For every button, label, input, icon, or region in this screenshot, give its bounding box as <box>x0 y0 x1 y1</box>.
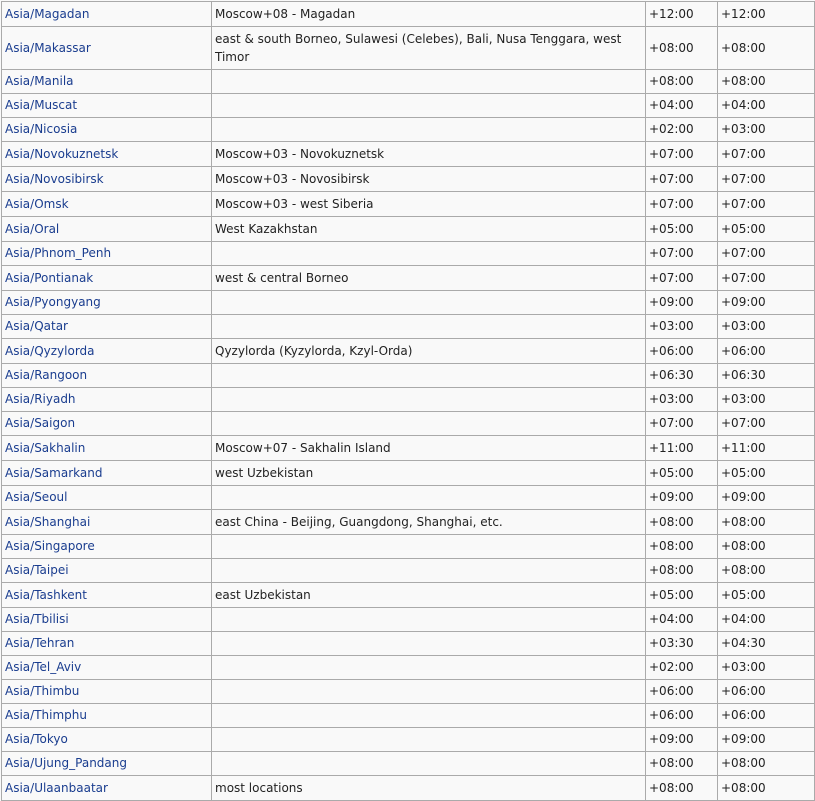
comment-cell <box>212 535 646 559</box>
utc-offset-cell: +06:00 <box>646 339 718 364</box>
table-row <box>2 27 815 70</box>
timezone-cell <box>2 339 212 364</box>
timezone-cell <box>2 142 212 167</box>
dst-offset-cell: +08:00 <box>718 752 815 776</box>
timezone-cell <box>2 291 212 315</box>
comment-cell <box>212 315 646 339</box>
table-row <box>2 142 815 167</box>
utc-offset-cell: +05:00 <box>646 583 718 608</box>
table-row <box>2 704 815 728</box>
table-row <box>2 535 815 559</box>
timezone-cell <box>2 412 212 436</box>
timezone-cell <box>2 2 212 27</box>
timezone-table-body <box>2 2 815 801</box>
table-row <box>2 776 815 801</box>
comment-cell <box>212 656 646 680</box>
timezone-cell <box>2 559 212 583</box>
comment-cell <box>212 728 646 752</box>
dst-offset-cell: +06:00 <box>718 339 815 364</box>
comment-cell: east Uzbekistan <box>212 583 646 608</box>
comment-cell <box>212 94 646 118</box>
dst-offset-cell: +07:00 <box>718 142 815 167</box>
dst-offset-cell: +07:00 <box>718 167 815 192</box>
dst-offset-cell: +07:00 <box>718 266 815 291</box>
timezone-cell <box>2 486 212 510</box>
timezone-cell <box>2 776 212 801</box>
table-row <box>2 315 815 339</box>
timezone-link[interactable]: Asia/Sakhalin <box>5 440 86 455</box>
comment-cell: west Uzbekistan <box>212 461 646 486</box>
dst-offset-cell: +03:00 <box>718 118 815 142</box>
timezone-link[interactable]: Asia/Shanghai <box>5 514 91 529</box>
timezone-link[interactable]: Asia/Tehran <box>5 636 75 650</box>
utc-offset-cell: +11:00 <box>646 436 718 461</box>
table-row <box>2 461 815 486</box>
timezone-link[interactable]: Asia/Pontianak <box>5 270 94 285</box>
timezone-cell <box>2 315 212 339</box>
dst-offset-cell: +07:00 <box>718 192 815 217</box>
comment-cell <box>212 608 646 632</box>
utc-offset-cell: +07:00 <box>646 192 718 217</box>
comment-cell <box>212 388 646 412</box>
timezone-link[interactable]: Asia/Makassar <box>5 40 91 55</box>
timezone-cell <box>2 217 212 242</box>
timezone-link[interactable]: Asia/Thimphu <box>5 708 87 722</box>
utc-offset-cell: +07:00 <box>646 167 718 192</box>
utc-offset-cell: +09:00 <box>646 486 718 510</box>
dst-offset-cell: +11:00 <box>718 436 815 461</box>
timezone-cell <box>2 461 212 486</box>
table-row <box>2 510 815 535</box>
timezone-cell <box>2 680 212 704</box>
timezone-link[interactable]: Asia/Pyongyang <box>5 295 101 309</box>
timezone-cell <box>2 632 212 656</box>
table-row <box>2 167 815 192</box>
table-row <box>2 2 815 27</box>
comment-cell: west & central Borneo <box>212 266 646 291</box>
table-row <box>2 70 815 94</box>
table-row <box>2 217 815 242</box>
utc-offset-cell: +07:00 <box>646 242 718 266</box>
comment-cell: Moscow+03 - Novokuznetsk <box>212 142 646 167</box>
comment-cell: Moscow+03 - Novosibirsk <box>212 167 646 192</box>
utc-offset-cell: +08:00 <box>646 70 718 94</box>
table-row <box>2 486 815 510</box>
dst-offset-cell: +08:00 <box>718 27 815 70</box>
dst-offset-cell: +03:00 <box>718 656 815 680</box>
table-row <box>2 291 815 315</box>
utc-offset-cell: +03:00 <box>646 388 718 412</box>
timezone-cell <box>2 436 212 461</box>
timezone-cell <box>2 752 212 776</box>
timezone-link[interactable]: Asia/Ulaanbaatar <box>5 780 108 795</box>
utc-offset-cell: +07:00 <box>646 142 718 167</box>
comment-cell: Moscow+07 - Sakhalin Island <box>212 436 646 461</box>
timezone-link[interactable]: Asia/Ujung_Pandang <box>5 756 127 770</box>
table-row <box>2 559 815 583</box>
utc-offset-cell: +08:00 <box>646 559 718 583</box>
utc-offset-cell: +04:00 <box>646 94 718 118</box>
utc-offset-cell: +07:00 <box>646 412 718 436</box>
timezone-cell <box>2 192 212 217</box>
dst-offset-cell: +06:30 <box>718 364 815 388</box>
timezone-link[interactable]: Asia/Novosibirsk <box>5 171 104 186</box>
timezone-link[interactable]: Asia/Novokuznetsk <box>5 146 119 161</box>
timezone-cell <box>2 70 212 94</box>
table-row <box>2 192 815 217</box>
comment-cell <box>212 680 646 704</box>
comment-cell <box>212 486 646 510</box>
dst-offset-cell: +04:00 <box>718 608 815 632</box>
utc-offset-cell: +12:00 <box>646 2 718 27</box>
timezone-link[interactable]: Asia/Thimbu <box>5 684 80 698</box>
utc-offset-cell: +08:00 <box>646 776 718 801</box>
timezone-cell <box>2 608 212 632</box>
table-row <box>2 388 815 412</box>
utc-offset-cell: +06:00 <box>646 704 718 728</box>
dst-offset-cell: +06:00 <box>718 704 815 728</box>
table-row <box>2 680 815 704</box>
utc-offset-cell: +08:00 <box>646 535 718 559</box>
timezone-cell <box>2 656 212 680</box>
utc-offset-cell: +04:00 <box>646 608 718 632</box>
timezone-link[interactable]: Asia/Rangoon <box>5 368 88 382</box>
dst-offset-cell: +08:00 <box>718 559 815 583</box>
dst-offset-cell: +09:00 <box>718 291 815 315</box>
timezone-link[interactable]: Asia/Riyadh <box>5 392 76 406</box>
table-row <box>2 608 815 632</box>
table-row <box>2 339 815 364</box>
table-row <box>2 242 815 266</box>
timezone-link[interactable]: Asia/Oral <box>5 221 60 236</box>
table-row <box>2 583 815 608</box>
dst-offset-cell: +08:00 <box>718 776 815 801</box>
comment-cell <box>212 242 646 266</box>
dst-offset-cell: +05:00 <box>718 217 815 242</box>
timezone-cell <box>2 167 212 192</box>
timezone-link[interactable]: Asia/Qyzylorda <box>5 343 95 358</box>
comment-cell <box>212 364 646 388</box>
comment-cell <box>212 412 646 436</box>
dst-offset-cell: +03:00 <box>718 388 815 412</box>
timezone-cell <box>2 583 212 608</box>
utc-offset-cell: +05:00 <box>646 217 718 242</box>
dst-offset-cell: +08:00 <box>718 510 815 535</box>
timezone-link[interactable]: Asia/Manila <box>5 74 74 88</box>
utc-offset-cell: +02:00 <box>646 118 718 142</box>
comment-cell <box>212 704 646 728</box>
dst-offset-cell: +09:00 <box>718 728 815 752</box>
timezone-link[interactable]: Asia/Phnom_Penh <box>5 246 112 260</box>
utc-offset-cell: +08:00 <box>646 510 718 535</box>
dst-offset-cell: +08:00 <box>718 70 815 94</box>
timezone-link[interactable]: Asia/Tokyo <box>5 732 68 746</box>
timezone-link[interactable]: Asia/Tbilisi <box>5 612 69 626</box>
table-row <box>2 728 815 752</box>
dst-offset-cell: +07:00 <box>718 242 815 266</box>
timezone-cell <box>2 118 212 142</box>
timezone-link[interactable]: Asia/Tashkent <box>5 587 87 602</box>
utc-offset-cell: +06:00 <box>646 680 718 704</box>
table-row <box>2 412 815 436</box>
timezone-cell <box>2 704 212 728</box>
timezone-link[interactable]: Asia/Omsk <box>5 196 69 211</box>
utc-offset-cell: +09:00 <box>646 291 718 315</box>
table-row <box>2 436 815 461</box>
utc-offset-cell: +02:00 <box>646 656 718 680</box>
dst-offset-cell: +12:00 <box>718 2 815 27</box>
table-row <box>2 656 815 680</box>
utc-offset-cell: +03:30 <box>646 632 718 656</box>
dst-offset-cell: +03:00 <box>718 315 815 339</box>
timezone-link[interactable]: Asia/Tel_Aviv <box>5 660 82 674</box>
utc-offset-cell: +08:00 <box>646 27 718 70</box>
comment-cell <box>212 118 646 142</box>
dst-offset-cell: +08:00 <box>718 535 815 559</box>
timezone-cell <box>2 266 212 291</box>
timezone-link[interactable]: Asia/Muscat <box>5 98 78 112</box>
dst-offset-cell: +05:00 <box>718 583 815 608</box>
comment-cell: east & south Borneo, Sulawesi (Celebes), Bali, Nusa Tenggara, west Timor <box>212 27 646 70</box>
table-row <box>2 118 815 142</box>
timezone-link[interactable]: Asia/Nicosia <box>5 122 78 136</box>
comment-cell <box>212 559 646 583</box>
comment-cell <box>212 632 646 656</box>
utc-offset-cell: +06:30 <box>646 364 718 388</box>
timezone-cell <box>2 242 212 266</box>
utc-offset-cell: +08:00 <box>646 752 718 776</box>
timezone-table <box>1 1 815 801</box>
dst-offset-cell: +06:00 <box>718 680 815 704</box>
timezone-cell <box>2 94 212 118</box>
timezone-cell <box>2 535 212 559</box>
comment-cell <box>212 70 646 94</box>
utc-offset-cell: +09:00 <box>646 728 718 752</box>
comment-cell <box>212 291 646 315</box>
table-row <box>2 94 815 118</box>
table-row <box>2 632 815 656</box>
table-row <box>2 364 815 388</box>
dst-offset-cell: +09:00 <box>718 486 815 510</box>
timezone-cell <box>2 728 212 752</box>
comment-cell: most locations <box>212 776 646 801</box>
table-row <box>2 752 815 776</box>
timezone-cell <box>2 510 212 535</box>
timezone-cell <box>2 364 212 388</box>
comment-cell: east China - Beijing, Guangdong, Shanghai, etc. <box>212 510 646 535</box>
dst-offset-cell: +07:00 <box>718 412 815 436</box>
timezone-link[interactable]: Asia/Taipei <box>5 563 69 577</box>
timezone-link[interactable]: Asia/Samarkand <box>5 465 103 480</box>
utc-offset-cell: +05:00 <box>646 461 718 486</box>
timezone-link[interactable]: Asia/Saigon <box>5 416 76 430</box>
comment-cell: Moscow+08 - Magadan <box>212 2 646 27</box>
timezone-link[interactable]: Asia/Singapore <box>5 539 95 553</box>
timezone-link[interactable]: Asia/Magadan <box>5 6 90 21</box>
dst-offset-cell: +04:00 <box>718 94 815 118</box>
timezone-link[interactable]: Asia/Seoul <box>5 490 68 504</box>
comment-cell: West Kazakhstan <box>212 217 646 242</box>
dst-offset-cell: +05:00 <box>718 461 815 486</box>
timezone-cell <box>2 388 212 412</box>
dst-offset-cell: +04:30 <box>718 632 815 656</box>
table-row <box>2 266 815 291</box>
comment-cell <box>212 752 646 776</box>
comment-cell: Moscow+03 - west Siberia <box>212 192 646 217</box>
timezone-cell <box>2 27 212 70</box>
timezone-link[interactable]: Asia/Qatar <box>5 319 68 333</box>
utc-offset-cell: +07:00 <box>646 266 718 291</box>
utc-offset-cell: +03:00 <box>646 315 718 339</box>
comment-cell: Qyzylorda (Kyzylorda, Kzyl-Orda) <box>212 339 646 364</box>
